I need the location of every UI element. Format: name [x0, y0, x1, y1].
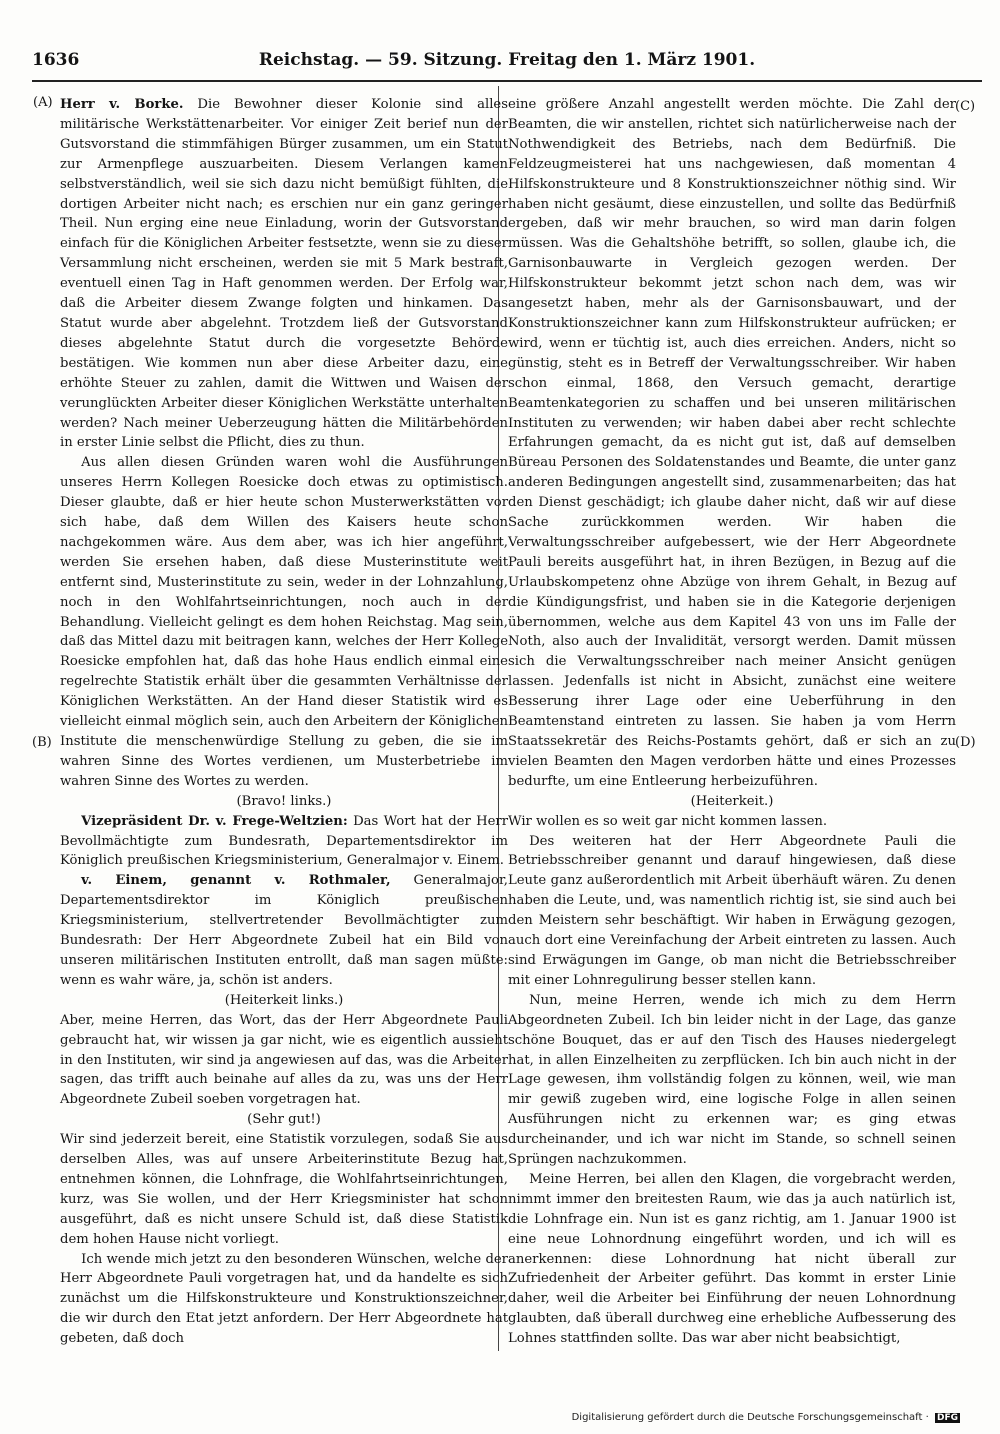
reaction: (Heiterkeit.) — [690, 793, 774, 809]
margin-mark-c: (C) — [955, 99, 976, 114]
header-rule — [32, 80, 982, 82]
speech-text: Die Bewohner dieser Kolonie sind alles militärische Werkstättenarbeiter. Vor einiger Zeit berief nun der Gutsvorstand die stimmfähigen Bürger zusammen, um ein Statut zur Armenpflege auszuarbeiten. Diesem Verlangen kamen selbstverständlich, weil sie sich dazu nicht bemüßigt fühlten, die dortigen Arbeiter nicht nach; es erschien nur ein ganz geringer Theil. Nun erging eine neue Einladung, worin der Gutsvorstand einfach für die Königlichen Arbeiter festsetzte, wenn sie zu dieser Versammlung nicht erscheinen, werden sie mit 5 Mark bestraft, eventuell einen Tag in Haft genommen werden. Der Erfolg war, daß die Arbeiter diesem Zwange folgten und hinkamen. Das Statut wurde aber abgelehnt. Trotzdem ließ der Gutsvorstand dieses abgelehnte Statut durch die vorgesetzte Behörde bestätigen. Wie kommen nun aber diese Arbeiter dazu, eine erhöhte Steuer zu zahlen, damit die Wittwen und Waisen der verunglückten Arbeiter dieser Königlichen Werkstätte unterhalten werden? Nach meiner Ueberzeugung hätten die Militärbehörden in erster Linie selbst die Pflicht, dies zu thun. — [60, 97, 508, 451]
paragraph — [60, 95, 508, 453]
paragraph — [60, 871, 508, 990]
speech-text: Generalmajor, Departementsdirektor im Königlich preußischen Kriegsministerium, stellvertretender Bevollmächtigter zum Bundesrath: Der Herr Abgeordnete Zubeil hat ein Bild von unseren militärischen Instituten entrollt, daß man sagen müßte: wenn es wahr wäre, ja, schön ist anders. — [60, 873, 508, 988]
speaker-name: v. Einem, genannt v. Rothmaler, — [81, 873, 391, 889]
paragraph: Aber, meine Herren, das Wort, das der Herr Abgeordnete Pauli gebraucht hat, wir wissen ja gar nicht, wie es eigentlich aussieht in den Instituten, wir sind ja angewiesen auf das, was die Arbeiter sagen, das trifft auch beinahe auf alles da zu, was uns der Herr Abgeordnete Zubeil soeben vorgetragen hat. — [60, 1012, 508, 1108]
speaker-name: Herr v. Borke. — [60, 97, 184, 112]
paragraph: Aus allen diesen Gründen waren wohl die Ausführungen unseres Herrn Kollegen Roesicke doch etwas zu optimistisch. Dieser glaubte, daß er hier heute schon Musterwerkstätten vor sich habe, daß dem Willen des Kaisers heute schon nachgekommen wäre. Aus dem aber, was ich hier angeführt, werden Sie ersehen haben, daß diese Musterinstitute weit entfernt sind, Musterinstitute zu sein, weder in der Lohnzahlung, noch in den Wohlfahrtseinrichtungen, noch auch in der Behandlung. Vielleicht gelingt es dem hohen Reichstag. Mag sein, daß das Mittel dazu mit beitragen kann, welches der Herr Kollege Roesicke empfohlen hat, daß das hohe Haus endlich einmal eine regelrechte Statistik erhält über die gesammten Verhältnisse der Königlichen Werkstätten. An der Hand dieser Statistik wird es vielleicht einmal möglich sein, auch den Arbeitern der Königlichen Institute die menschenwürdige Stellung zu geben, die sie im wahren Sinne des Wortes verdienen, um Musterbetriebe im wahren Sinne des Wortes zu werden. — [60, 455, 508, 789]
paragraph: Wir wollen es so weit gar nicht kommen lassen. — [508, 813, 828, 829]
speech-text: Das Wort hat der Herr Bevollmächtigte zum Bundesrath, Departementsdirektor im Königlich preußischen Kriegsministerium, Generalmajor v. Einem. — [60, 813, 508, 869]
reaction: (Heiterkeit links.) — [224, 992, 344, 1008]
footer-credit — [572, 1412, 960, 1423]
paragraph: Nun, meine Herren, wende ich mich zu dem Herrn Abgeordneten Zubeil. Ich bin leider nicht in der Lage, das ganze schöne Bouquet, das er auf den Tisch des Hauses niedergelegt hat, in allen Einzelheiten zu zerpflücken. Ich bin auch nicht in der Lage gewesen, ihm vollständig folgen zu können, weil, wie man mir gewiß zugeben wird, eine logische Folge in allen seinen Ausführungen nicht zu erkennen war; es ging etwas durcheinander, und ich war nicht im Stande, so schnell seinen Sprüngen nachzukommen. — [508, 992, 956, 1168]
reaction: (Bravo! links.) — [236, 793, 332, 809]
running-title: Reichstag. — 59. Sitzung. Freitag den 1. März 1901. — [258, 50, 756, 70]
paragraph: Ich wende mich jetzt zu den besonderen Wünschen, welche der Herr Abgeordnete Pauli vorgetragen hat, und da handelte es sich zunächst um die Hilfskonstrukteure und Konstruktionszeichner, die wir durch den Etat jetzt anfordern. Der Herr Abgeordnete hat gebeten, daß doch — [60, 1251, 508, 1347]
paragraph: eine größere Anzahl angestellt werden möchte. Die Zahl der Beamten, die wir anstellen, richtet sich natürlicherweise nach der Nothwendigkeit des Betriebs, nach dem Bedürfniß. Die Feldzeugmeisterei hat uns nachgewiesen, daß momentan 4 Hilfskonstrukteure und 8 Konstruktionszeichner nöthig sind. Wir haben nicht gesäumt, diese einzustellen, und sollte das Bedürfniß ergeben, daß wir mehr brauchen, so wird man darin folgen müssen. Was die Gehaltshöhe betrifft, so sollen, glaube ich, die Garnisonbauwarte in Vergleich gezogen werden. Der Hilfskonstrukteur bekommt jetzt schon nach dem, was wir angesetzt haben, mehr als der Garnisonsbauwart, und der Konstruktionszeichner kann zum Hilfskonstrukteur aufrücken; er wird, wenn er tüchtig ist, auch dies erreichen. Anders, nicht so günstig, steht es in Betreff der Verwaltungsschreiber. Wir haben schon einmal, 1868, den Versuch gemacht, derartige Beamtenkategorien zu schaffen und bei unseren militärischen Instituten zu verwenden; wir haben dabei aber recht schlechte Erfahrungen gemacht, da es nicht gut ist, daß auf demselben Büreau Personen des Soldatenstandes und Beamte, die unter ganz anderen Bedingungen angestellt sind, zusammenarbeiten; das hat den Dienst geschädigt; ich glaube daher nicht, daß wir auf diese Sache zurückkommen werden. Wir haben die Verwaltungsschreiber aufgebessert, wie der Herr Abgeordnete Pauli bereits ausgeführt hat, in ihren Bezügen, in Bezug auf die Urlaubskompetenz ohne Abzüge von ihrem Gehalt, in Bezug auf die Kündigungsfrist, und haben sie in die Kategorie derjenigen übernommen, welche aus dem Kapitel 43 von uns im Falle der Noth, also auch der Invalidität, versorgt werden. Damit müssen sich die Verwaltungsschreiber nach meiner Ansicht genügen lassen. Jedenfalls ist nicht in Absicht, zunächst eine weitere Besserung ihrer Lage oder eine Ueberführung in den Beamtenstand eintreten zu lassen. Sie haben ja vom Herrn Staatssekretär des Reichs-Postamts gehört, daß er sich an zu vielen Beamten den Magen verdorben hätte und eines Prozesses bedurfte, um eine Entleerung herbeizuführen. — [508, 97, 956, 789]
dfg-logo: DFG — [936, 1413, 958, 1423]
left-column — [60, 95, 508, 1349]
paragraph — [60, 812, 508, 872]
right-column — [508, 95, 956, 1349]
paragraph: Wir sind jederzeit bereit, eine Statistik vorzulegen, sodaß Sie aus derselben Alles, was auf unsere Arbeiterinstitute Bezug hat, entnehmen können, die Lohnfrage, die Wohlfahrtseinrichtungen, kurz, was Sie wollen, und der Herr Kriegsminister hat schon ausgeführt, daß es nicht unsere Schuld ist, daß diese Statistik dem hohen Hause nicht vorliegt. — [60, 1132, 508, 1247]
reaction: (Sehr gut!) — [247, 1112, 321, 1128]
paragraph: Meine Herren, bei allen den Klagen, die vorgebracht werden, nimmt immer den breitesten Raum, wie das ja auch natürlich ist, die Lohnfrage ein. Nun ist es ganz richtig, am 1. Januar 1900 ist eine neue Lohnordnung eingeführt worden, und ich will es anerkennen: diese Lohnordnung hat nicht überall zur Zufriedenheit der Arbeiter geführt. Das kommt in erster Linie daher, weil die Arbeiter bei Einführung der neuen Lohnordnung glaubten, daß überall durchweg eine erhebliche Aufbesserung des Lohnes stattfinden sollte. Das war aber nicht beabsichtigt, — [508, 1171, 956, 1347]
margin-mark-b: (B) — [32, 735, 52, 750]
paragraph: Des weiteren hat der Herr Abgeordnete Pauli die Betriebsschreiber genannt und darauf hingewiesen, daß diese Leute ganz außerordentlich mit Arbeit überhäuft wären. Zu denen haben die Leute, und, was namentlich richtig ist, sie sind auch bei den Meistern sehr beschäftigt. Wir haben in Erwägung gezogen, auch dort eine Vereinfachung der Arbeit eintreten zu lassen. Auch sind Erwägungen im Gange, ob man nicht die Betriebsschreiber mit einer Lohnregulirung besser stellen kann. — [508, 833, 956, 988]
footer-separator: · — [922, 1412, 932, 1423]
page-header — [32, 50, 982, 80]
speaker-name: Vizepräsident Dr. v. Frege-Weltzien: — [81, 813, 348, 829]
margin-mark-a: (A) — [33, 95, 53, 110]
margin-mark-d: (D) — [955, 735, 976, 750]
page-number: 1636 — [32, 50, 80, 70]
footer-text: Digitalisierung gefördert durch die Deutsche Forschungsgemeinschaft — [571, 1412, 923, 1423]
